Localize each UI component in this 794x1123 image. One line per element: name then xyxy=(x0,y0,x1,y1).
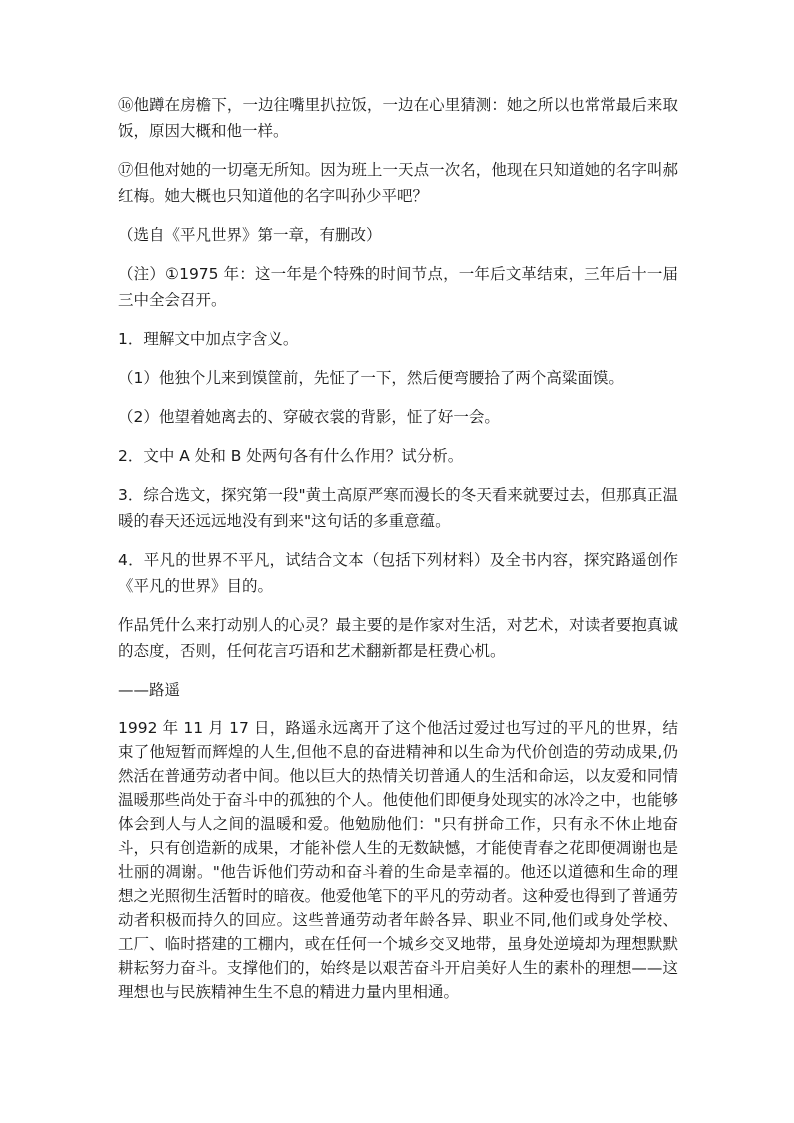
question-1: 1．理解文中加点字含义。 xyxy=(118,330,299,348)
document-page xyxy=(118,92,678,1004)
question-3: 3．综合选文，探究第一段"黄土高原严寒而漫长的冬天看来就要过去，但那真正温暖的春天还远远地没有到来"这句话的多重意蕴。 xyxy=(118,486,678,530)
question-4: 4．平凡的世界不平凡，试结合文本（包括下列材料）及全书内容，探究路遥创作《平凡的世界》目的。 xyxy=(118,551,678,595)
quote: 作品凭什么来打动别人的心灵？最主要的是作家对生活，对艺术，对读者要抱真诚的态度，否则，任何花言巧语和艺术翻新都是枉费心机。 xyxy=(118,616,678,660)
question-1-part-1: （1）他独个儿来到馍筐前，先怔了一下，然后便弯腰拾了两个高粱面馍。 xyxy=(118,369,624,387)
source-note: （选自《平凡世界》第一章，有删改） xyxy=(118,226,382,244)
question-1-part-2: （2）他望着她离去的、穿破衣裳的背影，怔了好一会。 xyxy=(118,408,500,426)
paragraph-17: ⑰但他对她的一切毫无所知。因为班上一天点一次名，他现在只知道她的名字叫郝红梅。她大概也只知道他的名字叫孙少平吧？ xyxy=(118,161,678,205)
question-2: 2．文中 A 处和 B 处两句各有什么作用？试分析。 xyxy=(118,447,464,465)
paragraph-16: ⑯他蹲在房檐下，一边往嘴里扒拉饭，一边在心里猜测：她之所以也常常最后来取饭，原因大概和他一样。 xyxy=(118,96,678,140)
quote-author: ——路遥 xyxy=(118,681,181,699)
footnote: （注）①1975 年：这一年是个特殊的时间节点，一年后文革结束，三年后十一届三中全会召开。 xyxy=(118,265,678,309)
essay-paragraph: 1992 年 11 月 17 日，路遥永远离开了这个他活过爱过也写过的平凡的世界，结束了他短暂而辉煌的人生,但他不息的奋进精神和以生命为代价创造的劳动成果,仍然活在普通劳动者中间。他以巨大的热情关切普通人的生活和命运，以友爱和同情温暖那些尚处于奋斗中的孤独的个人。他使他们即便身处现实的冰冷之中，也能够体会到人与人之间的温暖和爱。他勉励他们："只有拼命工作，只有永不休止地奋斗，只有创造新的成果，才能补偿人生的无数缺憾，才能使青春之花即便凋谢也是壮丽的凋谢。"他告诉他们劳动和奋斗着的生命是幸福的。他还以道德和生命的理想之光照彻生活暂时的暗夜。他爱他笔下的平凡的劳动者。这种爱也得到了普通劳动者积极而持久的回应。这些普通劳动者年龄各异、职业不同,他们或身处学校、工厂、临时搭建的工棚内，或在任何一个城乡交叉地带，虽身处逆境却为理想默默耕耘努力奋斗。支撑他们的，始终是以艰苦奋斗开启美好人生的素朴的理想——这理想也与民族精神生生不息的精进力量内里相通。 xyxy=(118,719,678,1001)
